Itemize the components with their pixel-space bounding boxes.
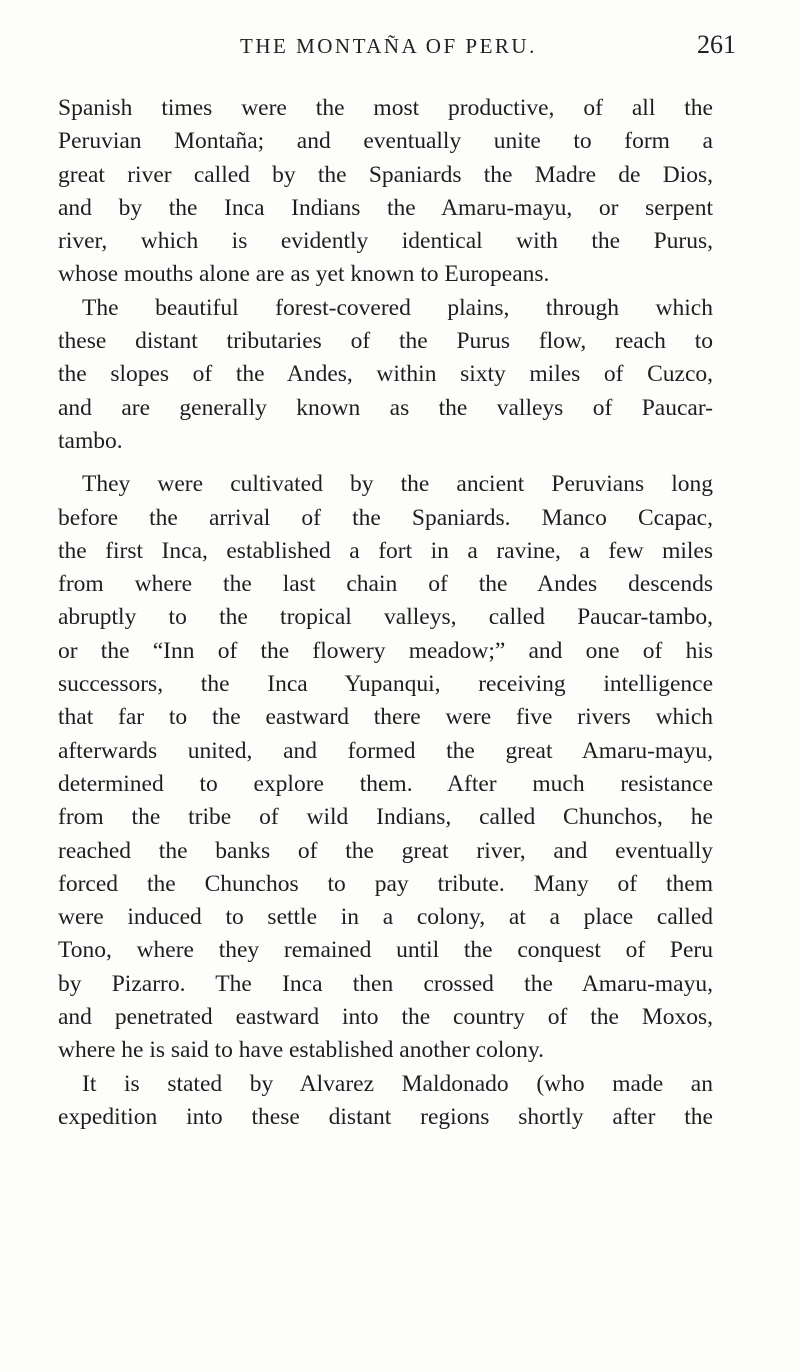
text-line: expedition into these distant regions shortly after the [58,1103,713,1130]
text-line: from where the last chain of the Andes descends [58,571,713,598]
text-line: great river called by the Spaniards the Madre de Dios, [58,161,713,188]
paragraph-1 [58,92,713,292]
text-line: from the tribe of wild Indians, called Chunchos, he [58,804,713,831]
text-line: Tono, where they remained until the conquest of Peru [58,937,713,964]
text-line: whose mouths alone are as yet known to Europeans. [58,261,550,288]
running-title: THE MONTAÑA OF PERU. [240,34,537,58]
paragraph-2 [58,292,713,458]
text-line: or the “Inn of the flowery meadow;” and one of his [58,637,713,664]
text-line: tambo. [58,427,123,454]
text-line: reached the banks of the great river, and eventually [58,837,713,864]
text-line: that far to the eastward there were five rivers which [58,704,713,731]
text-line: The beautiful forest-covered plains, through which [82,294,713,321]
text-line: Peruvian Montaña; and eventually unite to form a [58,128,713,155]
text-line: the first Inca, established a fort in a ravine, a few miles [58,537,713,564]
text-line: and by the Inca Indians the Amaru-mayu, or serpent [58,194,713,221]
text-line: determined to explore them. After much resistance [58,770,713,797]
text-line: where he is said to have established another colony. [58,1037,544,1064]
text-line: forced the Chunchos to pay tribute. Many of them [58,870,713,897]
text-line: abruptly to the tropical valleys, called Paucar-tambo, [58,604,713,631]
running-head [0,30,800,70]
page-number: 261 [697,30,736,59]
paragraph-spacing [58,458,713,468]
text-line: afterwards united, and formed the great Amaru-mayu, [58,737,713,764]
text-line: these distant tributaries of the Purus flow, reach to [58,328,713,355]
text-line: It is stated by Alvarez Maldonado (who made an [82,1070,713,1097]
text-line: and are generally known as the valleys of Paucar- [58,394,713,421]
paragraph-3 [58,468,713,1134]
text-line: by Pizarro. The Inca then crossed the Amaru-mayu, [58,970,713,997]
text-line: Spanish times were the most productive, of all the [58,95,713,121]
text-line: and penetrated eastward into the country of the Moxos, [58,1004,713,1031]
text-line: the slopes of the Andes, within sixty miles of Cuzco, [58,361,713,388]
body-text [58,92,713,1134]
text-line: river, which is evidently identical with the Purus, [58,228,713,255]
text-line: successors, the Inca Yupanqui, receiving intelligence [58,671,713,698]
text-line: They were cultivated by the ancient Peruvians long [82,471,713,498]
text-line: were induced to settle in a colony, at a place called [58,904,713,931]
text-line: before the arrival of the Spaniards. Manco Ccapac, [58,504,713,531]
